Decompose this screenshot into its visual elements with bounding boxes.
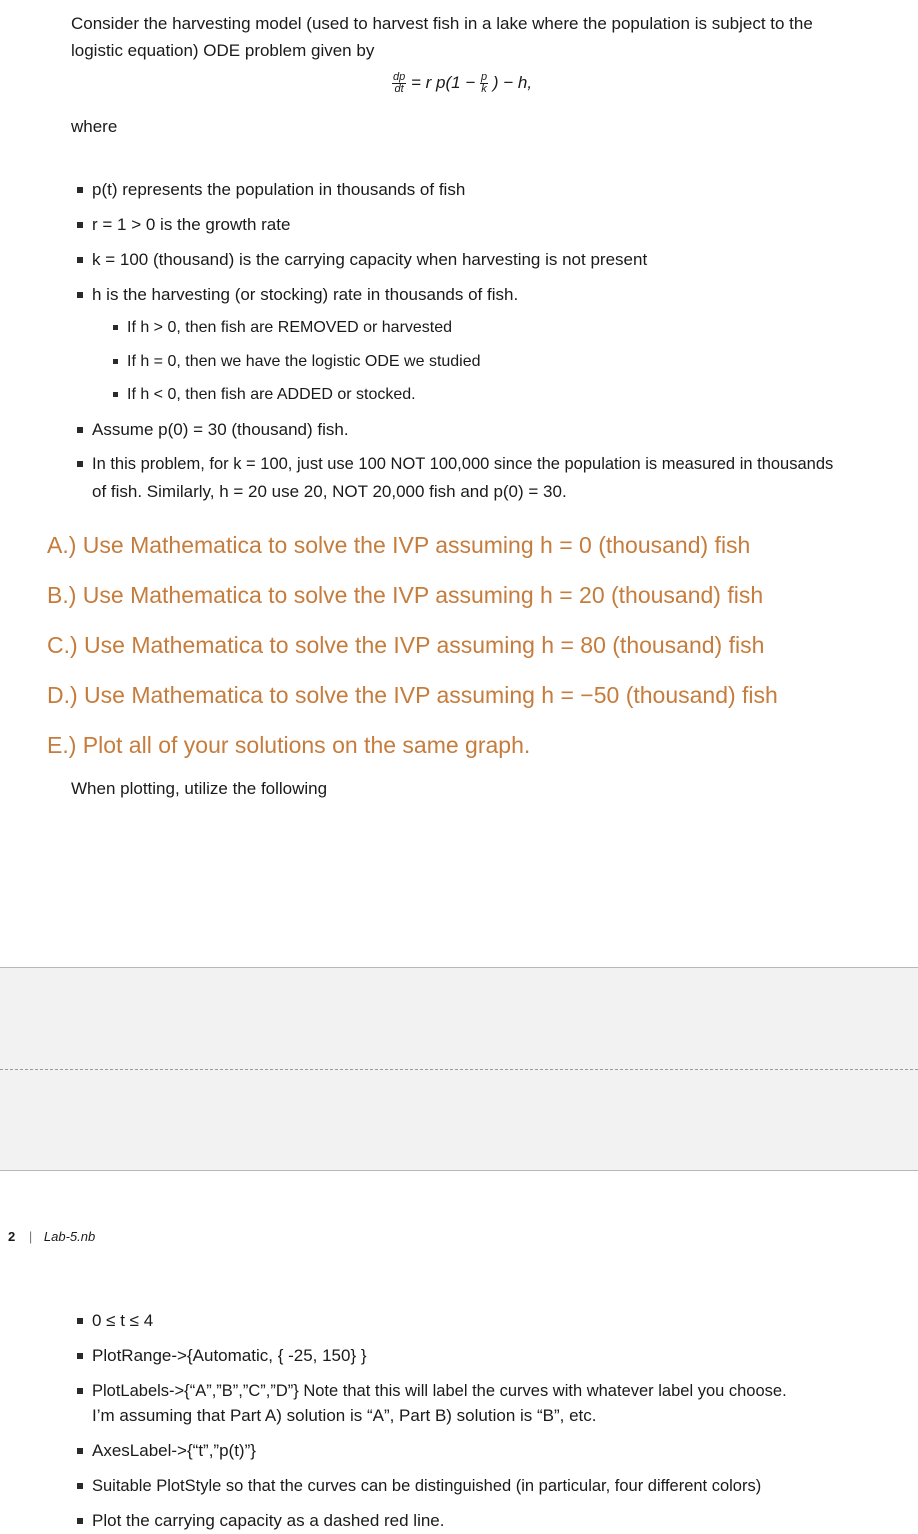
page-number: 2 [8,1229,16,1244]
intro-line-1: Consider the harvesting model (used to harvest fish in a lake where the population is subject to the [71,14,813,33]
page-bottom-divider [0,967,918,968]
list-item: Plot the carrying capacity as a dashed red line. [92,1511,445,1530]
bullet-marker [77,461,83,467]
ode-equation [392,72,532,95]
page-header [8,1229,95,1244]
list-item: AxesLabel->{“t”,”p(t)”} [92,1441,256,1460]
equation-end: ) − h, [492,72,533,92]
bullet-marker [77,257,83,263]
bullet-marker [77,427,83,433]
part-b-heading: B.) Use Mathematica to solve the IVP assuming h = 20 (thousand) fish [47,582,764,608]
list-item: h is the harvesting (or stocking) rate in thousands of fish. [92,285,519,304]
sub-bullet-marker [113,359,118,364]
bullet-marker [77,1353,83,1359]
list-item-continuation: of fish. Similarly, h = 20 use 20, NOT 20,000 fish and p(0) = 30. [92,482,567,501]
sub-list-item: If h < 0, then fish are ADDED or stocked. [127,386,416,403]
intro-line-2: logistic equation) ODE problem given by [71,41,375,60]
bullet-marker [77,292,83,298]
bullet-marker [77,1388,83,1394]
part-e-heading: E.) Plot all of your solutions on the same graph. [47,732,531,758]
derivative-fraction: $\frac{dp}{dt}$ [393,71,406,95]
list-item: 0 ≤ t ≤ 4 [92,1311,154,1330]
bullet-marker [77,1318,83,1324]
page-top-divider [0,1170,918,1171]
bullet-marker [77,1518,83,1524]
sub-list-item: If h = 0, then we have the logistic ODE we studied [127,353,481,370]
list-item: r = 1 > 0 is the growth rate [92,215,291,234]
header-separator: | [28,1229,33,1244]
part-c-heading: C.) Use Mathematica to solve the IVP assuming h = 80 (thousand) fish [47,632,765,658]
page-break-dashed-line [0,1069,918,1070]
bullet-marker [77,1448,83,1454]
where-label: where [71,117,118,136]
bullet-marker [77,1483,83,1489]
list-item: PlotLabels->{“A”,”B”,”C”,”D”} Note that this will label the curves with whatever label you choose. [92,1382,787,1400]
sub-bullet-marker [113,325,118,330]
plotting-intro: When plotting, utilize the following [71,779,328,798]
bullet-marker [77,222,83,228]
list-item: In this problem, for k = 100, just use 100 NOT 100,000 since the population is measured in thousands [92,455,834,473]
equation-middle: = r p(1 − [410,72,476,92]
notebook-filename: Lab-5.nb [43,1229,96,1244]
list-item-continuation: I’m assuming that Part A) solution is “A”, Part B) solution is “B”, etc. [92,1406,597,1425]
sub-list-item: If h > 0, then fish are REMOVED or harvested [127,319,453,336]
bullet-marker [77,187,83,193]
list-item: p(t) represents the population in thousands of fish [92,180,466,199]
part-d-heading: D.) Use Mathematica to solve the IVP assuming h = −50 (thousand) fish [47,682,778,708]
list-item: Suitable PlotStyle so that the curves can be distinguished (in particular, four different colors) [92,1477,762,1495]
p-over-k-fraction: $\frac{p}{k}$ [480,71,488,95]
list-item: Assume p(0) = 30 (thousand) fish. [92,420,349,439]
part-a-heading: A.) Use Mathematica to solve the IVP assuming h = 0 (thousand) fish [47,532,751,558]
list-item: PlotRange->{Automatic, { -25, 150} } [92,1346,367,1365]
list-item: k = 100 (thousand) is the carrying capacity when harvesting is not present [92,250,648,269]
sub-bullet-marker [113,392,118,397]
